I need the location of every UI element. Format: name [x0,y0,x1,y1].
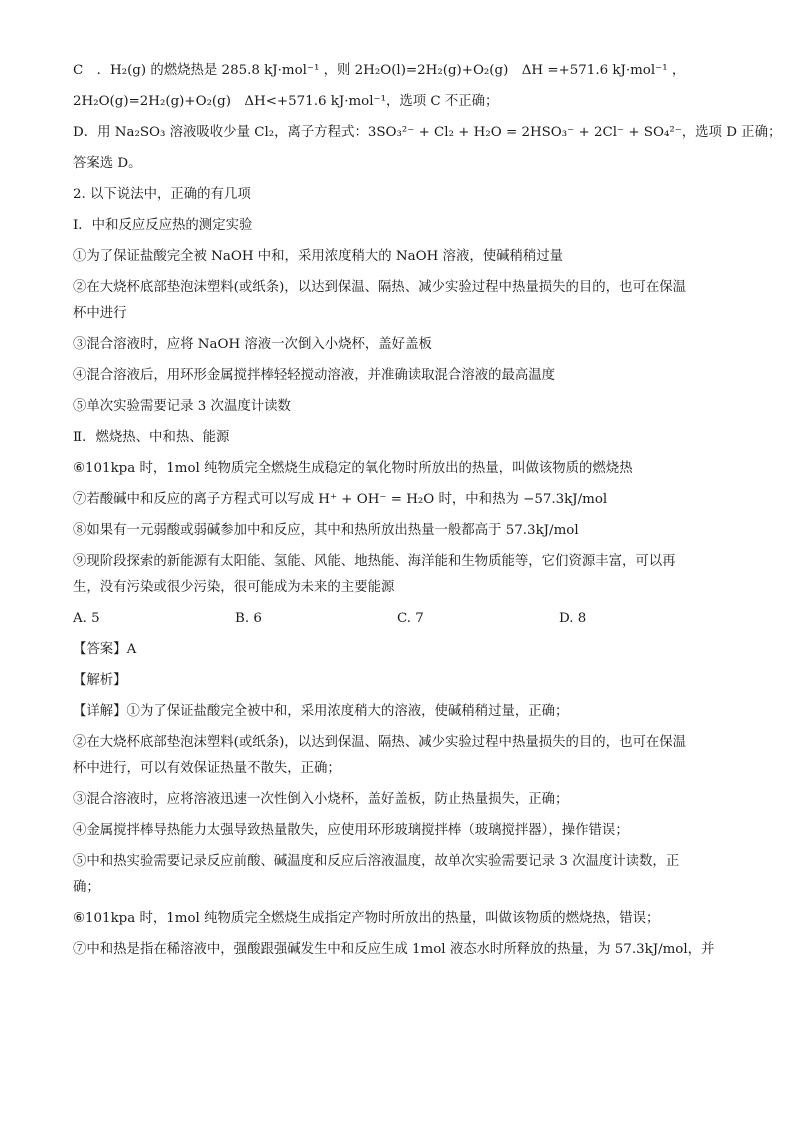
analysis-tag: 【解析】 [73,673,127,688]
detail-line: ④金属搅拌棒导热能力太强导致热量散失，应使用环形玻璃搅拌棒（玻璃搅拌器），操作错误； [73,823,629,838]
statement-item: ③混合溶液时，应将 NaOH 溶液一次倒入小烧杯，盖好盖板 [73,337,432,352]
answer-options [73,610,733,628]
option-d: D. 8 [559,611,587,626]
answer-value: A [126,642,137,657]
question-title: 2. 以下说法中，正确的有几项 [73,187,251,202]
detail-line: ⑤中和热实验需要记录反应前酸、碱温度和反应后溶液温度，故单次实验需要记录 3 次温度计读数，正 [73,854,680,869]
statement-item: ①为了保证盐酸完全被 NaOH 中和，采用浓度稍大的 NaOH 溶液，使碱稍稍过量 [73,249,564,264]
answer-tag: 【答案】 [73,642,127,657]
option-c: C. 7 [397,611,424,626]
document-page [73,62,782,972]
detail-line: ②在大烧杯底部垫泡沫塑料(或纸条)，以达到保温、隔热、减少实验过程中热量损失的目的，也可在保温 [73,735,687,750]
statement-item-continued: 杯中进行 [73,306,127,321]
detail-line: ⑦中和热是指在稀溶液中，强酸跟强碱发生中和反应生成 1mol 液态水时所释放的热量，为 57.3kJ/mol，并 [73,942,715,957]
text-line: C ．H₂(g) 的燃烧热是 285.8 kJ·mol⁻¹ ，则 2H₂O(l)=2H₂(g)+O₂(g) ΔH =+571.6 kJ·mol⁻¹ ， [73,63,686,78]
detail-line: 【详解】①为了保证盐酸完全被中和，采用浓度稍大的溶液，使碱稍稍过量，正确； [73,704,569,719]
detail-line: 杯中进行，可以有效保证热量不散失，正确； [73,761,341,776]
detail-line: ⑥101kpa 时，1mol 纯物质完全燃烧生成指定产物时所放出的热量，叫做该物质的燃烧热，错误； [73,911,660,926]
statement-item: ⑥101kpa 时，1mol 纯物质完全燃烧生成稳定的氧化物时所放出的热量，叫做该物质的燃烧热 [73,461,633,476]
statement-item: ⑤单次实验需要记录 3 次温度计读数 [73,399,291,414]
statement-item: ⑧如果有一元弱酸或弱碱参加中和反应，其中和热所放出热量一般都高于 57.3kJ/mol [73,523,579,538]
option-b: B. 6 [235,611,262,626]
text-line: D．用 Na₂SO₃ 溶液吸收少量 Cl₂，离子方程式：3SO₃²⁻ + Cl₂ + H₂O = 2HSO₃⁻ + 2Cl⁻ + SO₄²⁻，选项 D 正确； [73,125,782,140]
option-a: A. 5 [73,611,100,626]
answer-line [73,641,733,659]
statement-item: ⑨现阶段探索的新能源有太阳能、氢能、风能、地热能、海洋能和生物质能等，它们资源丰富，可以再 [73,554,676,569]
statement-item: ④混合溶液后，用环形金属搅拌棒轻轻搅动溶液，并准确读取混合溶液的最高温度 [73,368,556,383]
section-heading: Ⅱ．燃烧热、中和热、能源 [73,430,230,445]
text-line: 2H₂O(g)=2H₂(g)+O₂(g) ΔH<+571.6 kJ·mol⁻¹，选项 C 不正确； [73,94,499,109]
statement-item: ⑦若酸碱中和反应的离子方程式可以写成 H⁺ + OH⁻ = H₂O 时，中和热为 −57.3kJ/mol [73,492,608,507]
statement-item-continued: 生，没有污染或很少污染，很可能成为未来的主要能源 [73,580,395,595]
detail-line: 确； [73,880,100,895]
section-heading: Ⅰ．中和反应反应热的测定实验 [73,218,253,233]
detail-line: ③混合溶液时，应将溶液迅速一次性倒入小烧杯，盖好盖板，防止热量损失，正确； [73,792,569,807]
statement-item: ②在大烧杯底部垫泡沫塑料(或纸条)，以达到保温、隔热、减少实验过程中热量损失的目的，也可在保温 [73,280,687,295]
text-line: 答案选 D。 [73,156,142,171]
